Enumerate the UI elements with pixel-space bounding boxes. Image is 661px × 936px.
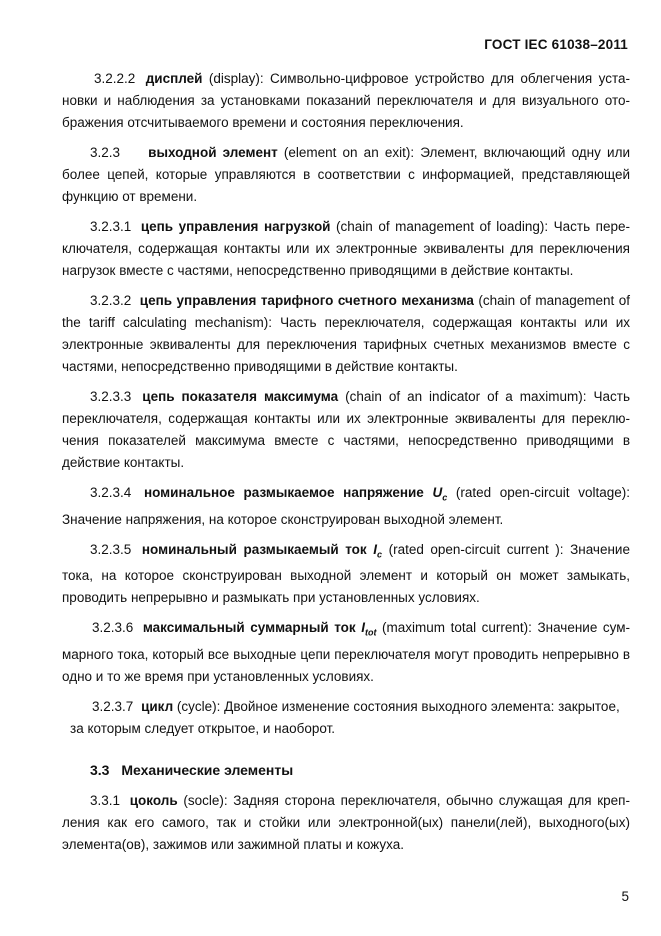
- definition-text: (element on an exit): Элемент, включающий одну или более цепей, которые управляются в соответствии с информацией, представляющей функцию от времени.: [62, 145, 630, 204]
- term: выходной элемент: [148, 145, 278, 160]
- clause-number: 3.2.3.6: [92, 620, 134, 636]
- term: цепь управления нагрузкой: [140, 219, 331, 234]
- symbol: $I_c$: [373, 541, 383, 560]
- definition-text: (chain of management of loading): Часть пере-ключателя, содержащая контакты или их электронные эквиваленты для переключения нагрузок вместе с частями, непосредственно приводящими в действие контакты.: [62, 219, 630, 278]
- definition-3-2-3-7-continued: [62, 718, 630, 740]
- definition-3-2-3-6: [62, 617, 630, 688]
- section-heading: [90, 762, 630, 778]
- clause-number: 3.2.3: [90, 145, 121, 160]
- definition-text: (display): Символьно-цифровое устройство для облегчения уста-новки и наблюдения за установками показаний переключателя и для визуального ото-бражения отсчитываемого времени и состояния переключения.: [62, 71, 630, 130]
- definition-3-2-3-7: [62, 696, 630, 718]
- definition-text: (socle): Задняя сторона переключателя, обычно служащая для креп-ления как его самого, так и стойки или электронной(ых) панели(лей), выходного(ых) элемента(ов), зажимов или зажимной платы и кожуха.: [62, 793, 630, 853]
- definition-3-2-3: [62, 142, 630, 208]
- clause-number: 3.3.1: [90, 793, 121, 809]
- term: цоколь: [129, 793, 178, 809]
- clause-number: 3.2.3.2: [90, 293, 132, 308]
- term: цепь показателя максимума: [142, 389, 339, 404]
- term: цикл: [141, 699, 174, 715]
- document-header: ГОСТ IEC 61038–2011: [484, 37, 628, 52]
- definition-text: за которым следует открытое, и наоборот.: [70, 721, 336, 737]
- definition-3-3-1: [62, 790, 630, 856]
- definition-3-2-3-1: [62, 216, 630, 282]
- definition-text: (maximum total current): Значение сум-марного тока, который все выходные цепи переключателя могут проводить непрерывно в одно и то же время при установленных условиях.: [62, 620, 631, 685]
- clause-number: 3.2.3.4: [90, 485, 132, 500]
- definition-3-2-3-5: [62, 539, 630, 610]
- clause-number: 3.2.2.2: [94, 71, 136, 86]
- definition-3-2-3-3: [62, 386, 630, 474]
- definition-3-2-3-2: [62, 290, 630, 378]
- definition-text: (chain of an indicator of a maximum): Часть переключателя, содержащая контакты или их электронные эквиваленты для переклю-чения показателей максимума вместе с частями, непосредственно приводящими в действие контакты.: [62, 389, 630, 470]
- section-number: 3.3: [90, 762, 110, 779]
- term: дисплей: [145, 71, 203, 86]
- definition-3-2-2-2: [62, 68, 630, 134]
- definition-text: (cycle): Двойное изменение состояния выходного элемента: закрытое,: [173, 699, 620, 715]
- clause-number: 3.2.3.3: [90, 389, 132, 404]
- term: номинальное размыкаемое напряжение: [143, 485, 424, 500]
- definition-text: (rated open-circuit voltage): Значение напряжения, на которое сконструирован выходной элемент.: [62, 485, 630, 527]
- clause-number: 3.2.3.7: [92, 699, 134, 715]
- definition-text: (rated open-circuit current ): Значение тока, на которое сконструирован выходной элемент и который он может замыкать, проводить непрерывно и размыкать при установленных условиях.: [62, 541, 630, 606]
- definition-3-2-3-4: [62, 482, 630, 531]
- symbol: $I_{tot}$: [361, 620, 377, 639]
- definition-text: (chain of management of the tariff calculating mechanism): Часть переключателя, содержащая контакты или их электронные эквиваленты для переключения тарифных счетных механизмов вместе с частями, непосредственно приводящими в действие контакты.: [62, 293, 630, 374]
- section-title: Механические элементы: [121, 762, 294, 779]
- clause-number: 3.2.3.5: [90, 541, 132, 557]
- clause-number: 3.2.3.1: [90, 219, 132, 234]
- term: цепь управления тарифного счетного механизма: [139, 293, 474, 308]
- page-number: 5: [621, 889, 629, 904]
- term: номинальный размыкаемый ток: [141, 541, 367, 557]
- symbol: $U_c$: [432, 485, 448, 503]
- document-body: [62, 68, 630, 856]
- term: максимальный суммарный ток: [142, 620, 356, 636]
